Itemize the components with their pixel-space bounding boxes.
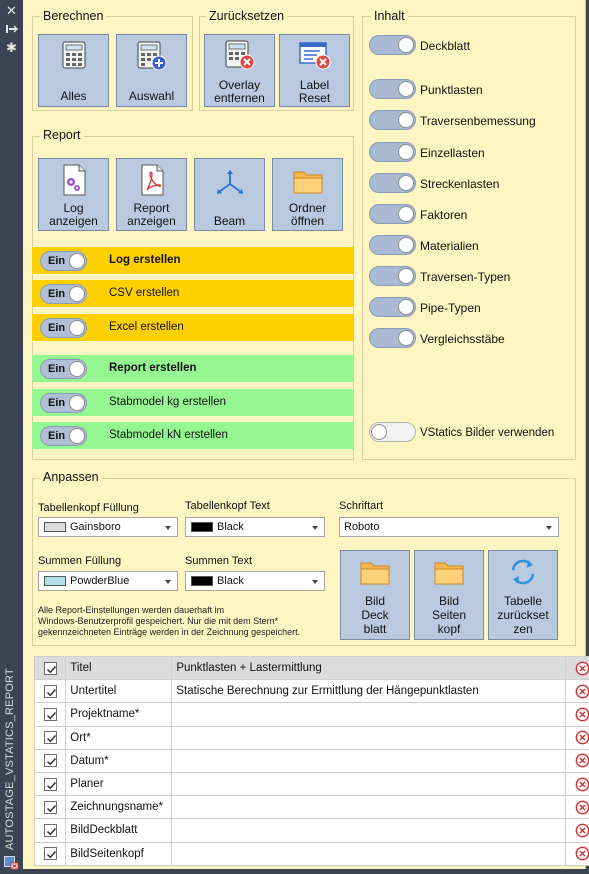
axes-icon: [216, 169, 244, 197]
settings-icon[interactable]: ✱: [6, 40, 17, 55]
log-document-icon: [60, 164, 88, 196]
tabelle-zuruecksetzen-button[interactable]: Tabelle zurückset zen: [488, 550, 558, 640]
inhalt-title: Inhalt: [371, 9, 408, 23]
summen-fuellung-select[interactable]: PowderBlue: [38, 571, 178, 591]
pdf-document-icon: [138, 164, 166, 196]
toggle-vstatics-bilder[interactable]: [369, 422, 416, 442]
berechnen-title: Berechnen: [40, 9, 106, 23]
delete-icon[interactable]: [575, 709, 589, 721]
ordner-label-2: öffnen: [290, 214, 325, 228]
toggle-log-erstellen[interactable]: Ein: [40, 251, 87, 271]
row-checkbox-cell: [35, 703, 66, 726]
delete-icon[interactable]: [575, 732, 589, 744]
bild-deckblatt-button[interactable]: Bild Deck blatt: [340, 550, 410, 640]
folder-icon: [434, 559, 464, 585]
row-checkbox[interactable]: [44, 754, 57, 767]
row-checkbox-cell: [35, 749, 66, 772]
chevron-down-icon: [165, 580, 171, 584]
anpassen-title: Anpassen: [40, 470, 102, 484]
row-name[interactable]: BildSeitenkopf: [66, 842, 172, 865]
row-checkbox[interactable]: [44, 662, 57, 675]
label-csv-erstellen: CSV erstellen: [109, 287, 180, 299]
table-row: [35, 726, 589, 749]
label-reset-label-2: Reset: [298, 91, 331, 105]
row-checkbox-cell: [35, 680, 66, 703]
color-swatch: [191, 522, 213, 532]
band-stabmodel-kn: [32, 422, 354, 449]
row-delete-cell: [565, 680, 589, 703]
beam-label: Beam: [213, 214, 246, 228]
label-vergleichsstaebe: Vergleichsstäbe: [420, 332, 505, 346]
row-checkbox[interactable]: [44, 824, 57, 837]
row-value[interactable]: [172, 796, 565, 819]
row-checkbox-cell: [35, 772, 66, 795]
row-name[interactable]: Untertitel: [66, 680, 172, 703]
row-checkbox-cell: [35, 657, 66, 680]
table-row: [35, 657, 589, 680]
schriftart-select[interactable]: Roboto: [339, 517, 559, 537]
zuruecksetzen-title: Zurücksetzen: [206, 9, 287, 23]
label-log-erstellen: Log erstellen: [109, 254, 181, 266]
row-checkbox[interactable]: [44, 847, 57, 860]
row-name[interactable]: Zeichnungsname*: [66, 796, 172, 819]
row-delete-cell: [565, 819, 589, 842]
row-checkbox[interactable]: [44, 801, 57, 814]
delete-icon[interactable]: [575, 824, 589, 836]
row-checkbox-cell: [35, 796, 66, 819]
table-row: [35, 796, 589, 819]
row-value[interactable]: Punktlasten + Lastermittlung: [172, 657, 565, 680]
table-row: [35, 703, 589, 726]
label-traversenbemessung: Traversenbemessung: [420, 114, 536, 128]
delete-icon[interactable]: [575, 685, 589, 697]
label-stabmodel-kg: Stabmodel kg erstellen: [109, 396, 226, 408]
label-faktoren: Faktoren: [420, 208, 468, 222]
label-traversen-typen: Traversen-Typen: [420, 270, 511, 284]
report-anzeigen-button[interactable]: [116, 158, 187, 231]
table-row: [35, 772, 589, 795]
toggle-report-erstellen[interactable]: Ein: [40, 359, 87, 379]
close-icon[interactable]: ✕: [6, 3, 17, 18]
band-log-erstellen: [32, 247, 354, 274]
toggle-traversenbemessung[interactable]: [369, 110, 416, 130]
band-stabmodel-kg: [32, 389, 354, 416]
row-value[interactable]: [172, 703, 565, 726]
palette-titlebar: [0, 0, 23, 874]
row-delete-cell: [565, 726, 589, 749]
label-vstatics-bilder: VStatics Bilder verwenden: [420, 427, 555, 439]
tabellenkopf-text-label: Tabellenkopf Text: [185, 500, 270, 512]
calculator-icon: [62, 41, 86, 69]
toggle-deckblatt[interactable]: [369, 35, 416, 55]
tabellenkopf-fuellung-select[interactable]: Gainsboro: [38, 517, 178, 537]
toggle-streckenlasten[interactable]: [369, 173, 416, 193]
toggle-punktlasten[interactable]: [369, 79, 416, 99]
label-pipe-typen: Pipe-Typen: [420, 301, 481, 315]
ordner-oeffnen-button[interactable]: [272, 158, 343, 231]
palette-properties-icon[interactable]: [4, 856, 19, 870]
label-deckblatt: Deckblatt: [420, 39, 471, 53]
band-csv-erstellen: [32, 280, 354, 307]
label-punktlasten: Punktlasten: [420, 83, 483, 97]
summen-text-label: Summen Text: [185, 555, 253, 567]
row-name[interactable]: Projektname*: [66, 703, 172, 726]
table-row: [35, 819, 589, 842]
toggle-traversen-typen[interactable]: [369, 266, 416, 286]
delete-icon[interactable]: [575, 801, 589, 813]
summen-text-select[interactable]: Black: [185, 571, 325, 591]
overlay-label-1: Overlay: [218, 78, 261, 92]
log-label-2: anzeigen: [49, 214, 98, 228]
label-reset-button[interactable]: [279, 34, 350, 107]
row-checkbox-cell: [35, 842, 66, 865]
row-value[interactable]: [172, 772, 565, 795]
report-label-2: anzeigen: [127, 214, 176, 228]
calculator-add-icon: [137, 41, 167, 71]
row-checkbox-cell: [35, 819, 66, 842]
label-materialien: Materialien: [420, 239, 479, 253]
row-value[interactable]: [172, 749, 565, 772]
beam-button[interactable]: [194, 158, 265, 231]
band-report-erstellen: [32, 355, 354, 382]
report-panel: [23, 0, 586, 869]
chevron-down-icon: [312, 580, 318, 584]
overlay-label-2: entfernen: [214, 91, 265, 105]
report-label-1: Report: [133, 201, 170, 215]
calculator-remove-icon: [225, 40, 255, 70]
color-swatch: [44, 522, 66, 532]
folder-icon: [293, 168, 323, 194]
row-name[interactable]: Datum*: [66, 749, 172, 772]
settings-note: Alle Report-Einstellungen werden dauerhaft im Windows-Benutzerprofil gespeichert. Nur die mit dem Stern* gekennzeichneten Einträge werden in der Zeichnung gespeichert.: [38, 605, 301, 637]
row-delete-cell: [565, 842, 589, 865]
delete-icon[interactable]: [575, 755, 589, 767]
row-name[interactable]: Planer: [66, 772, 172, 795]
toggle-einzellasten[interactable]: [369, 142, 416, 162]
schriftart-label: Schriftart: [339, 500, 384, 512]
toggle-stabmodel-kn[interactable]: Ein: [40, 426, 87, 446]
toggle-vergleichsstaebe[interactable]: [369, 328, 416, 348]
row-value[interactable]: [172, 726, 565, 749]
row-value[interactable]: [172, 842, 565, 865]
toggle-materialien[interactable]: [369, 235, 416, 255]
label-remove-icon: [299, 40, 331, 70]
row-name[interactable]: Titel: [66, 657, 172, 680]
summen-fuellung-label: Summen Füllung: [38, 555, 122, 567]
auswahl-label: Auswahl: [128, 89, 175, 103]
label-stabmodel-kn: Stabmodel kN erstellen: [109, 429, 228, 441]
ordner-label-1: Ordner: [288, 201, 327, 215]
row-value[interactable]: Statische Berechnung zur Ermittlung der Hängepunktlasten: [172, 680, 565, 703]
row-name[interactable]: Ort*: [66, 726, 172, 749]
row-checkbox-cell: [35, 726, 66, 749]
log-anzeigen-button[interactable]: [38, 158, 109, 231]
row-checkbox[interactable]: [44, 685, 57, 698]
refresh-icon: [508, 557, 538, 587]
chevron-down-icon: [165, 526, 171, 530]
row-delete-cell: [565, 749, 589, 772]
berechnen-auswahl-button[interactable]: [116, 34, 187, 107]
row-name[interactable]: BildDeckblatt: [66, 819, 172, 842]
row-delete-cell: [565, 796, 589, 819]
delete-icon[interactable]: [575, 848, 589, 860]
label-einzellasten: Einzellasten: [420, 146, 485, 160]
overlay-entfernen-button[interactable]: [204, 34, 275, 107]
report-title: Report: [40, 128, 84, 142]
row-checkbox[interactable]: [44, 731, 57, 744]
report-header-table: [34, 656, 589, 866]
toggle-faktoren[interactable]: [369, 204, 416, 224]
alles-label: Alles: [60, 89, 87, 103]
color-swatch: [44, 576, 66, 586]
row-delete-cell: [565, 772, 589, 795]
bild-seitenkopf-button[interactable]: Bild Seiten kopf: [414, 550, 484, 640]
pin-icon[interactable]: [4, 23, 19, 37]
tabellenkopf-fuellung-label: Tabellenkopf Füllung: [38, 502, 139, 514]
table-row: [35, 749, 589, 772]
delete-icon[interactable]: [575, 662, 589, 674]
folder-icon: [360, 559, 390, 585]
tabellenkopf-text-select[interactable]: Black: [185, 517, 325, 537]
row-checkbox[interactable]: [44, 778, 57, 791]
toggle-pipe-typen[interactable]: [369, 297, 416, 317]
row-delete-cell: [565, 703, 589, 726]
delete-icon[interactable]: [575, 778, 589, 790]
label-excel-erstellen: Excel erstellen: [109, 321, 184, 333]
row-delete-cell: [565, 657, 589, 680]
chevron-down-icon: [312, 526, 318, 530]
berechnen-alles-button[interactable]: [38, 34, 109, 107]
row-value[interactable]: [172, 819, 565, 842]
log-label-1: Log: [63, 201, 84, 215]
chevron-down-icon: [546, 526, 552, 530]
toggle-excel-erstellen[interactable]: Ein: [40, 318, 87, 338]
table-row: [35, 680, 589, 703]
toggle-csv-erstellen[interactable]: Ein: [40, 284, 87, 304]
toggle-stabmodel-kg[interactable]: Ein: [40, 393, 87, 413]
label-reset-label-1: Label: [299, 78, 330, 92]
row-checkbox[interactable]: [44, 708, 57, 721]
band-excel-erstellen: [32, 314, 354, 341]
palette-vertical-title: AUTOSTAGE_VSTATICS_REPORT: [4, 668, 16, 850]
color-swatch: [191, 576, 213, 586]
label-streckenlasten: Streckenlasten: [420, 177, 500, 191]
table-row: [35, 842, 589, 865]
label-report-erstellen: Report erstellen: [109, 362, 197, 374]
